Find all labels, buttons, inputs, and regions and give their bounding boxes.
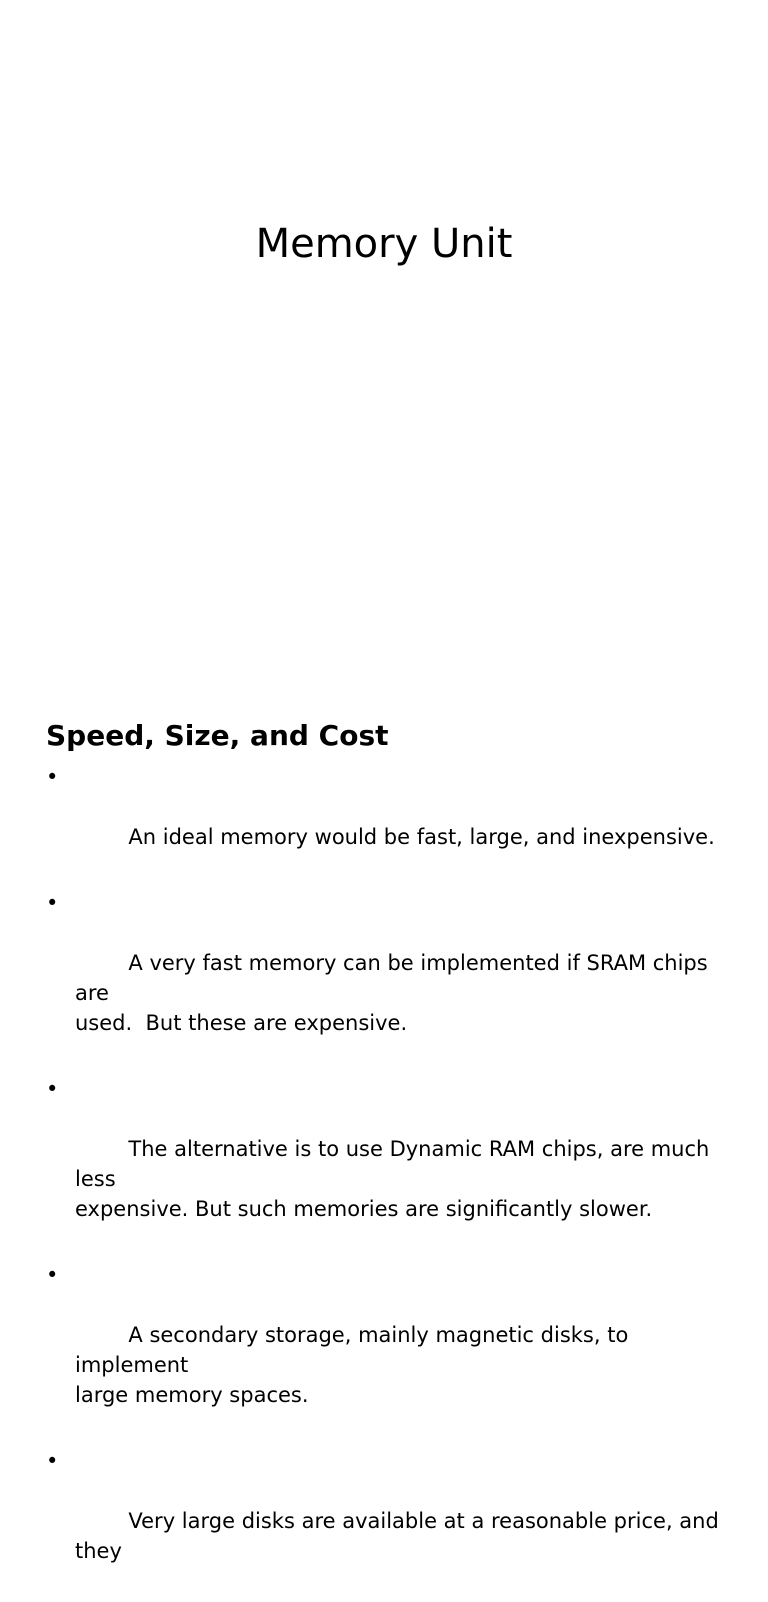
bullet-text: An ideal memory would be fast, large, and inexpensive.	[128, 825, 715, 849]
bullet-icon: •	[46, 1449, 59, 1473]
content-slide	[0, 700, 768, 1563]
bullet-item	[46, 888, 726, 1068]
bullet-item	[46, 762, 726, 882]
bullet-item	[46, 1446, 726, 1596]
section-heading: Speed, Size, and Cost	[46, 719, 389, 752]
bullet-icon: •	[46, 1263, 59, 1287]
title-slide	[0, 0, 768, 660]
slide-title: Memory Unit	[255, 221, 513, 267]
bullet-text: A very fast memory can be implemented if SRAM chips are used. But these are expensive.	[75, 951, 708, 1035]
bullet-list	[46, 762, 726, 1602]
bullet-text: The alternative is to use Dynamic RAM chips, are much less expensive. But such memories are significantly slower.	[75, 1137, 710, 1221]
bullet-item	[46, 1260, 726, 1440]
bullet-icon: •	[46, 1077, 59, 1101]
bullet-item	[46, 1074, 726, 1254]
bullet-text: A secondary storage, mainly magnetic disks, to implement large memory spaces.	[75, 1323, 629, 1407]
bullet-icon: •	[46, 891, 59, 915]
bullet-icon: •	[46, 765, 59, 789]
bullet-text: Very large disks are available at a reasonable price, and they	[75, 1509, 726, 1563]
